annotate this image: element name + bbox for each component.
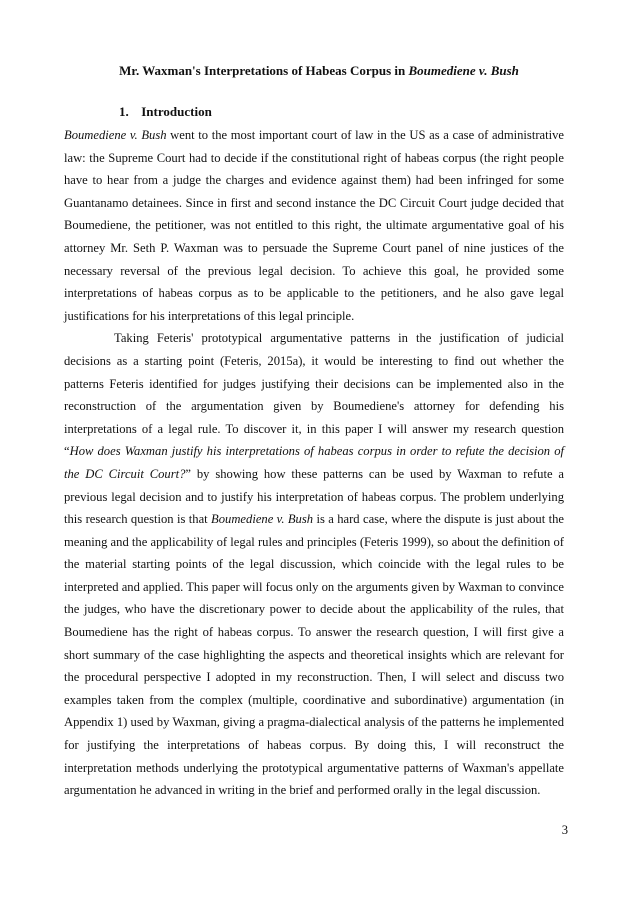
paragraph-2 xyxy=(64,327,564,801)
paragraph-2-text-b: ” by showing how these patterns can be used by Waxman to refute a previous legal decision and to justify his interpretation of habeas corpus. The problem underlying this research question is that xyxy=(64,466,564,527)
case-name: Boumediene v. Bush xyxy=(64,128,167,142)
paragraph-1 xyxy=(64,124,564,327)
title-text: Mr. Waxman's Interpretations of Habeas Corpus in xyxy=(119,63,409,78)
paragraph-1-text: went to the most important court of law in the US as a case of administrative law: the Supreme Court had to decide if the constitutional right of habeas corpus (the right people have to hear from a judge the charges and evidence against them) had been infringed for some Guantanamo detainees. Since in first and second instance the DC Circuit Court judge decided that Boumediene, the petitioner, was not entitled to this right, the ultimate argumentative goal of his attorney Mr. Seth P. Waxman was to persuade the Supreme Court panel of nine justices of the necessary reversal of the previous legal decision. To achieve this goal, he provided some interpretations of habeas corpus as to be applicable to the petitioners, and he also gave legal justifications for his interpretations of this legal principle. xyxy=(64,128,564,323)
paragraph-2-text-a: Taking Feteris' prototypical argumentative patterns in the justification of judicial decisions as a starting point (Feteris, 2015a), it would be interesting to find out whether the patterns Feteris identified for judges justifying their decisions can be implemented also in the reconstruction of the argumentation given by Boumediene's attorney for defending his interpretations of a legal rule. To discover it, in this paper I will answer my research question “ xyxy=(64,331,564,459)
section-number: 1. xyxy=(119,104,129,119)
research-question: How does Waxman justify his interpretations of habeas corpus in order to refute the decision of the DC Circuit Court? xyxy=(64,444,564,481)
case-name: Boumediene v. Bush xyxy=(211,512,314,527)
document-title xyxy=(0,62,638,80)
title-case-name: Boumediene v. Bush xyxy=(408,63,519,78)
document-body xyxy=(64,124,564,802)
section-title: Introduction xyxy=(141,104,212,119)
section-heading xyxy=(119,103,212,121)
paragraph-2-text-c: is a hard case, where the dispute is just about the meaning and the applicability of legal rules and principles (Feteris 1999), so about the definition of the material starting points of the legal discussion, which coincide with the legal rules to be interpreted and applied. This paper will focus only on the arguments given by Waxman to convince the judges, who have the discretionary power to decide about the applicability of the rules, that Boumediene has the right of habeas corpus. To answer the research question, I will first give a short summary of the case highlighting the aspects and theoretical insights which are relevant for the procedural perspective I adopted in my reconstruction. Then, I will select and discuss two examples taken from the complex (multiple, coordinative and subordinative) argumentation (in Appendix 1) used by Waxman, giving a pragma-dialectical analysis of the patterns he implemented for justifying the interpretations of habeas corpus. By doing this, I will reconstruct the interpretation methods underlying the prototypical argumentative patterns of Waxman's appellate argumentation he advanced in writing in the brief and performed orally in the legal discussion. xyxy=(64,512,565,798)
page-number: 3 xyxy=(561,823,568,837)
